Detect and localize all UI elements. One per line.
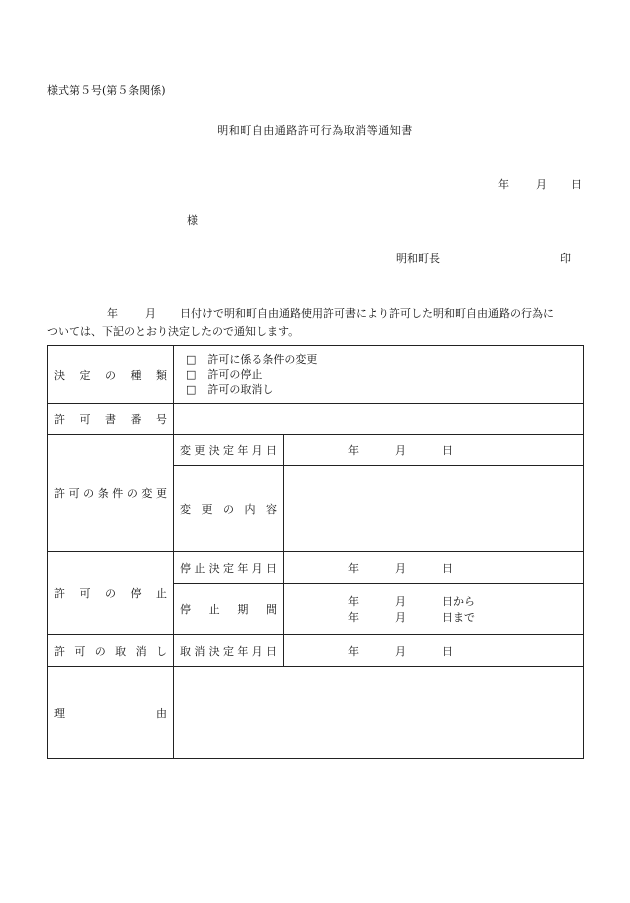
decision-type-label: 決 定 の 種 類 — [54, 368, 167, 382]
reason-value[interactable] — [174, 667, 584, 759]
date-day: 日 — [571, 178, 582, 191]
row-suspension-date — [48, 552, 584, 584]
condition-change-label: 許 可 の 条 件 の 変 更 — [54, 487, 167, 500]
decision-type-options — [174, 346, 584, 404]
suspension-to — [348, 609, 577, 625]
row-permit-number — [48, 404, 584, 435]
change-content-label: 変 更 の 内 容 — [180, 502, 277, 516]
date-year: 年 — [498, 178, 509, 191]
to-month: 月 — [395, 611, 406, 624]
suspension-date-label: 停 止 決 定 年 月 日 — [180, 561, 277, 575]
change-month: 月 — [395, 444, 406, 457]
to-year: 年 — [348, 611, 359, 624]
row-decision-type — [48, 346, 584, 404]
suspension-label-cell — [48, 552, 174, 635]
option-revocation[interactable]: □ 許可の取消し — [186, 383, 274, 396]
option-suspension[interactable]: □ 許可の停止 — [186, 368, 263, 381]
revocation-date-label: 取 消 決 定 年 月 日 — [180, 644, 277, 658]
reason-label — [54, 705, 167, 721]
issue-date — [498, 176, 586, 192]
suspension-period-label-cell — [174, 584, 284, 635]
revocation-year: 年 — [348, 644, 359, 658]
revocation-month: 月 — [395, 644, 406, 658]
option-condition-change[interactable]: □ 許可に係る条件の変更 — [186, 353, 318, 366]
suspension-from — [348, 593, 577, 609]
suspension-date-value[interactable] — [284, 552, 584, 584]
permit-number-label: 許 可 書 番 号 — [54, 413, 167, 426]
change-date-value[interactable] — [284, 435, 584, 466]
suspension-date-label-cell — [174, 552, 284, 584]
reason-label-cell — [48, 667, 174, 759]
document-title: 明和町自由通路許可行為取消等通知書 — [217, 124, 413, 137]
body-year: 年 — [107, 307, 118, 320]
suspension-day: 日 — [442, 561, 453, 575]
revocation-label: 許 可 の 取 消 し — [54, 644, 167, 658]
suspension-period-value[interactable] — [284, 584, 584, 635]
form-number: 様式第５号(第５条関係) — [47, 84, 166, 97]
permit-number-value[interactable] — [174, 404, 584, 435]
revocation-day: 日 — [442, 644, 453, 658]
seal-mark: 印 — [560, 252, 571, 265]
from-year: 年 — [348, 595, 359, 608]
decision-type-label-cell — [48, 346, 174, 404]
row-revocation — [48, 635, 584, 667]
change-date-label-cell — [174, 435, 284, 466]
from-month: 月 — [395, 595, 406, 608]
suspension-year: 年 — [348, 561, 359, 575]
body-line-2: ついては、下記のとおり決定したので通知します。 — [47, 325, 300, 338]
change-year: 年 — [348, 444, 359, 457]
body-month: 月 — [145, 307, 156, 320]
issuer-name: 明和町長 — [396, 252, 440, 265]
suspension-month: 月 — [395, 561, 406, 575]
change-day: 日 — [442, 444, 453, 457]
decision-table — [47, 345, 584, 759]
change-content-value[interactable] — [284, 466, 584, 552]
change-date-label: 変 更 決 定 年 月 日 — [180, 444, 277, 457]
revocation-label-cell — [48, 635, 174, 667]
condition-change-label-cell — [48, 435, 174, 552]
suspension-label: 許 可 の 停 止 — [54, 587, 167, 600]
row-reason — [48, 667, 584, 759]
reason-label-1: 理 — [54, 706, 65, 720]
change-content-label-cell — [174, 466, 284, 552]
date-month: 月 — [536, 178, 547, 191]
row-change-date — [48, 435, 584, 466]
reason-label-2: 由 — [156, 706, 167, 720]
revocation-date-label-cell — [174, 635, 284, 667]
revocation-date-value[interactable] — [284, 635, 584, 667]
addressee-suffix: 様 — [187, 214, 198, 227]
permit-number-label-cell — [48, 404, 174, 435]
suspension-period-label: 停 止 期 間 — [180, 603, 277, 616]
body-line-1-text: 日付けで明和町自由通路使用許可書により許可した明和町自由通路の行為に — [180, 307, 554, 320]
from-day: 日から — [442, 595, 475, 608]
to-day: 日まで — [442, 611, 475, 624]
